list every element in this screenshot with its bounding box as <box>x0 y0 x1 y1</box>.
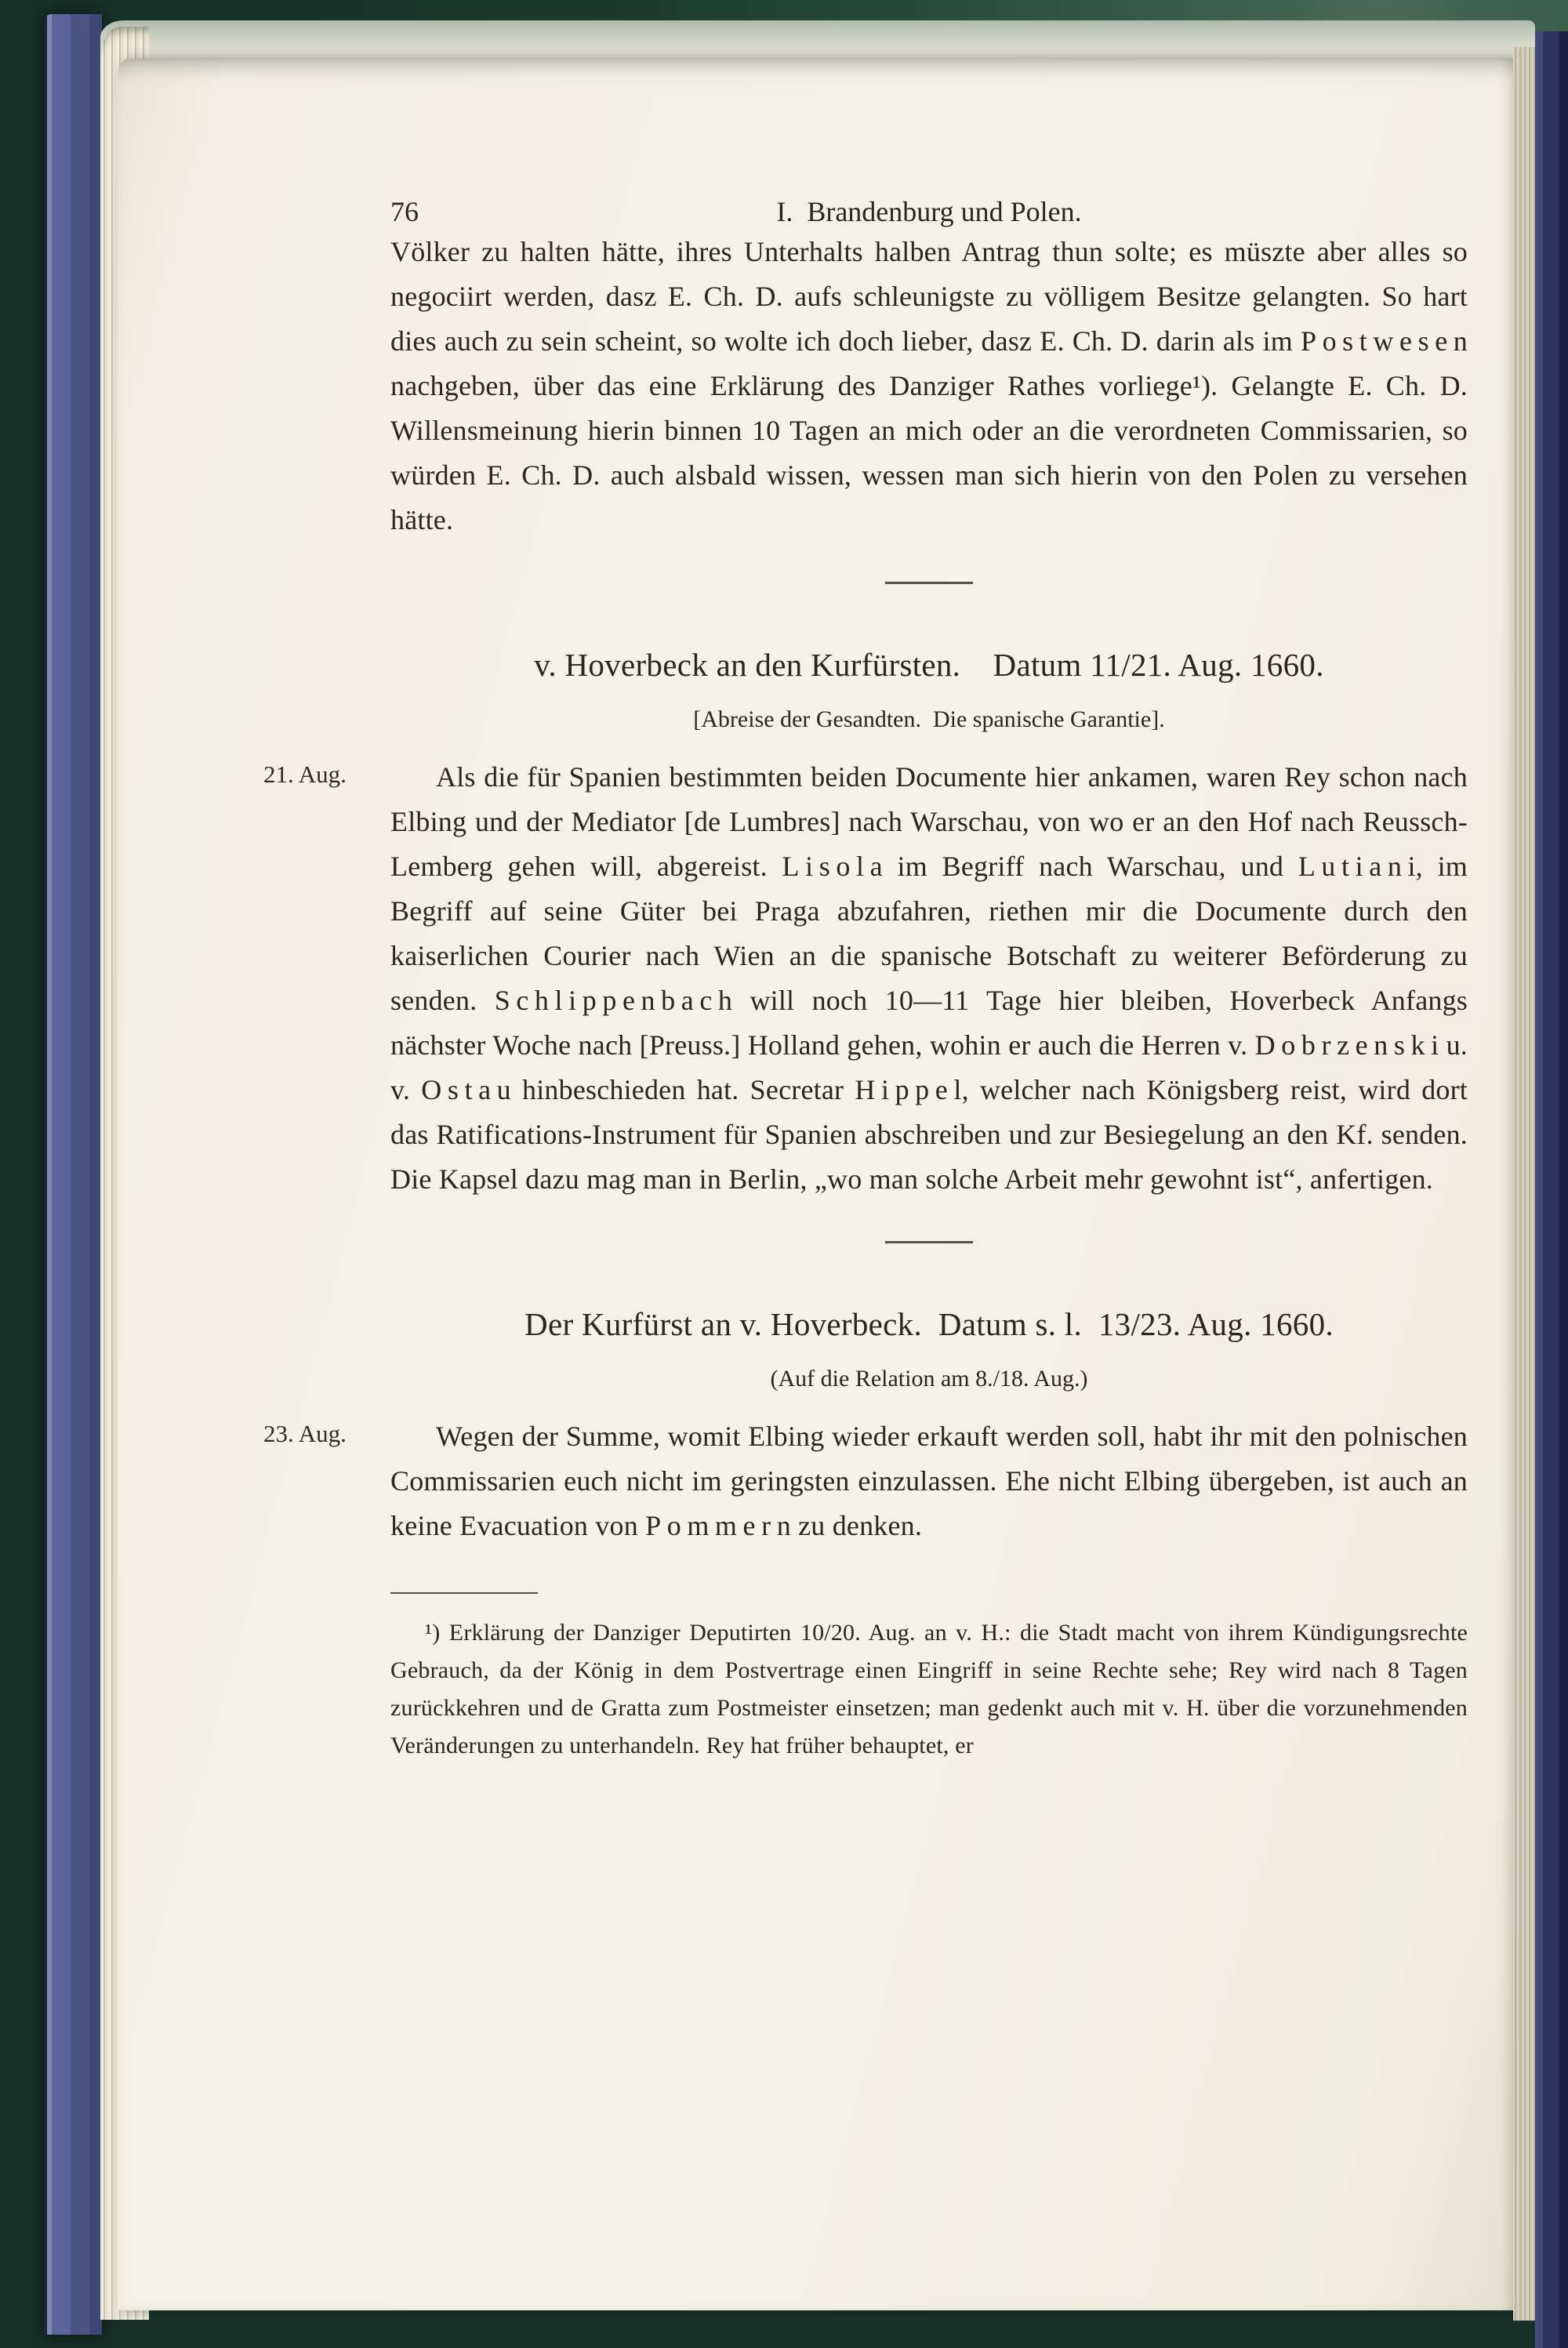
page-fore-edge-right <box>1513 47 1535 2321</box>
book-cover-right <box>1535 31 1568 2348</box>
footnote-1: ¹) Erklärung der Danziger Deputirten 10/20. Aug. an v. H.: die Stadt macht von ihrem Kündigungsrechte Gebrauch, da der König in dem Postvertrage einen Eingriff in seine Rechte sehe; Rey wird nach 8 Tagen zurückkehren und de Gratta zum Postmeister einsetzen; man gedenkt auch mit v. H. über die vorzunehmenden Veränderungen zu unterhandeln. Rey hat früher behauptet, er <box>390 1620 1468 1758</box>
book-cover-left <box>44 14 102 2335</box>
running-title: I. Brandenburg und Polen. <box>776 196 1082 227</box>
page-header <box>390 59 1468 230</box>
paragraph-continuation: Völker zu halten hätte, ihres Unterhalts halben Antrag thun solte; es müszte aber alles so negociirt werden, dasz E. Ch. D. aufs schleunigste zu völligem Besitze gelangten. So hart dies auch zu sein scheint, so wolte ich doch lieber, dasz E. Ch. D. darin als im P o s t w e s e n nachgeben, über das eine Erklärung des Danziger Rathes vorliege¹). Gelangte E. Ch. D. Willensmeinung hierin binnen 10 Tagen an mich oder an die verordneten Commissarien, so würden E. Ch. D. auch alsbald wissen, wessen man sich hierin von den Polen zu versehen hätte. <box>390 236 1468 535</box>
margin-date-1: 21. Aug. <box>263 760 347 788</box>
margin-date-2: 23. Aug. <box>263 1420 347 1447</box>
section-subheading-2: (Auf die Relation am 8./18. Aug.) <box>770 1366 1088 1392</box>
section-divider <box>885 582 973 584</box>
book-page <box>118 59 1515 2310</box>
section-heading-kurfuerst-letter: Der Kurfürst an v. Hoverbeck. Datum s. l. 13/23. Aug. 1660. <box>524 1306 1334 1342</box>
page-content <box>263 59 1468 1765</box>
footnote-divider <box>390 1592 538 1594</box>
paragraph-hoverbeck-report: Als die für Spanien bestimmten beiden Documente hier ankamen, waren Rey schon nach Elbing und der Mediator [de Lumbres] nach Warschau, von wo er an den Hof nach Reussch-Lemberg gehen will, abgereist. L i s o l a im Begriff nach Warschau, und L u t i a n i, im Begriff auf seine Güter bei Praga abzufahren, riethen mir die Documente durch den kaiserlichen Courier nach Wien an die spanische Botschaft zu weiterer Beförderung zu senden. S c h l i p p e n b a c h will noch 10—11 Tage hier bleiben, Hoverbeck Anfangs nächster Woche nach [Preuss.] Holland gehen, wohin er auch die Herren v. D o b r z e n s k i u. v. O s t a u hinbeschieden hat. Secretar H i p p e l, welcher nach Königsberg reist, wird dort das Ratifications-Instrument für Spanien abschreiben und zur Besiegelung an den Kf. senden. Die Kapsel dazu mag man in Berlin, „wo man solche Arbeit mehr gewohnt ist“, anfertigen. <box>390 761 1468 1195</box>
paragraph-block-2 <box>263 1414 1468 1548</box>
page-number: 76 <box>390 196 419 227</box>
section-subheading-1: [Abreise der Gesandten. Die spanische Garantie]. <box>693 706 1165 732</box>
section-heading-hoverbeck-letter: v. Hoverbeck an den Kurfürsten. Datum 11/21. Aug. 1660. <box>534 647 1324 683</box>
paragraph-kurfuerst-instruction: Wegen der Summe, womit Elbing wieder erkauft werden soll, habt ihr mit den polnischen Commissarien euch nicht im geringsten einzulassen. Ehe nicht Elbing übergeben, ist auch an keine Evacuation von P o m m e r n zu denken. <box>390 1421 1468 1541</box>
paragraph-block-1 <box>263 755 1468 1202</box>
section-divider <box>885 1241 973 1243</box>
